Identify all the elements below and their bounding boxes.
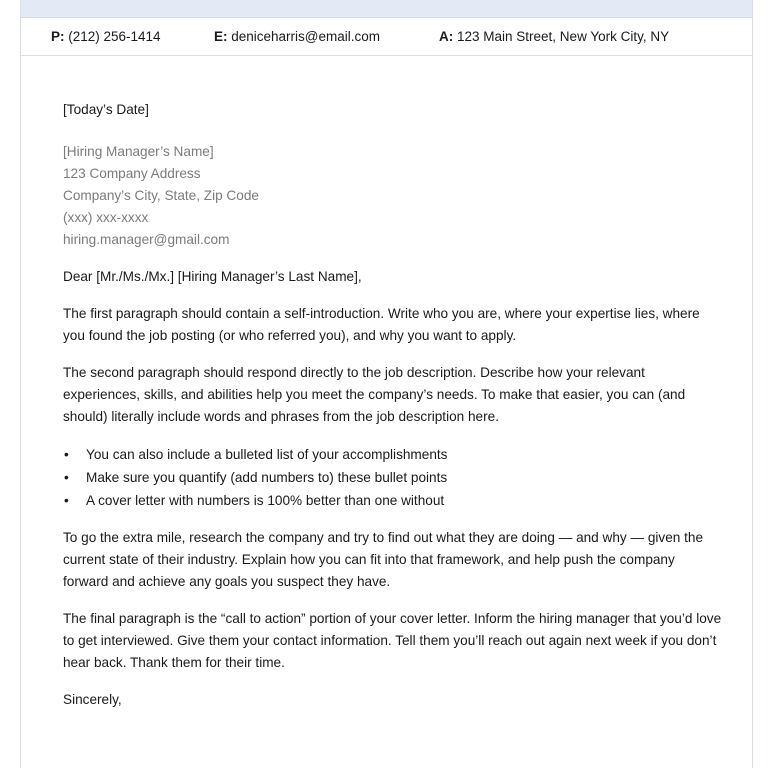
contact-email bbox=[214, 29, 380, 44]
address-value: 123 Main Street, New York City, NY bbox=[453, 29, 670, 44]
list-item-text: A cover letter with numbers is 100% better than one without bbox=[86, 493, 445, 508]
recipient-email: hiring.manager@gmail.com bbox=[63, 232, 230, 247]
bullet-glyph: • bbox=[64, 447, 69, 462]
email-value: deniceharris@email.com bbox=[227, 29, 381, 44]
letter-date: [Today’s Date] bbox=[63, 102, 149, 117]
phone-value: (212) 256-1414 bbox=[64, 29, 161, 44]
letter-body bbox=[63, 99, 723, 711]
paragraph-2: The second paragraph should respond directly to the job description. Describe how your relevant experiences, skills, and abilities help you meet the company’s needs. To make that easier, you can (and should) literally include words and phrases from the job description here. bbox=[63, 365, 686, 424]
bullet-glyph: • bbox=[64, 493, 69, 508]
recipient-phone: (xxx) xxx-xxxx bbox=[63, 210, 149, 225]
phone-key: P: bbox=[51, 29, 65, 44]
address-key: A: bbox=[439, 29, 454, 44]
list-item bbox=[63, 489, 723, 512]
paragraph-3: To go the extra mile, research the company and try to find out what they are doing — and why — given the current state of their industry. Explain how you can fit into that framework, and help push the company forward and achieve any goals you suspect they have. bbox=[63, 530, 704, 589]
header-band bbox=[21, 0, 752, 18]
recipient-city: Company’s City, State, Zip Code bbox=[63, 188, 259, 203]
paragraph-4: The final paragraph is the “call to action” portion of your cover letter. Inform the hiring manager that you’d love to get interviewed. Give them your contact information. Tell them you’ll reach out again next week if you don’t hear back. Thank them for their time. bbox=[63, 611, 722, 670]
email-key: E: bbox=[214, 29, 228, 44]
contact-bar bbox=[21, 18, 752, 56]
contact-address bbox=[439, 29, 669, 44]
list-item bbox=[63, 466, 723, 489]
bullet-glyph: • bbox=[64, 470, 69, 485]
accomplishment-list bbox=[63, 443, 723, 512]
contact-phone bbox=[51, 29, 161, 44]
list-item-text: You can also include a bulleted list of your accomplishments bbox=[86, 447, 448, 462]
list-item-text: Make sure you quantify (add numbers to) these bullet points bbox=[86, 470, 448, 485]
recipient-address: 123 Company Address bbox=[63, 166, 201, 181]
letter-page bbox=[20, 0, 753, 768]
list-item bbox=[63, 443, 723, 466]
paragraph-1: The first paragraph should contain a self-introduction. Write who you are, where your expertise lies, where you found the job posting (or who referred you), and why you want to apply. bbox=[63, 306, 700, 343]
closing: Sincerely, bbox=[63, 692, 122, 707]
recipient-name: [Hiring Manager’s Name] bbox=[63, 144, 214, 159]
salutation: Dear [Mr./Ms./Mx.] [Hiring Manager’s Last Name], bbox=[63, 269, 362, 284]
recipient-block bbox=[63, 141, 723, 251]
